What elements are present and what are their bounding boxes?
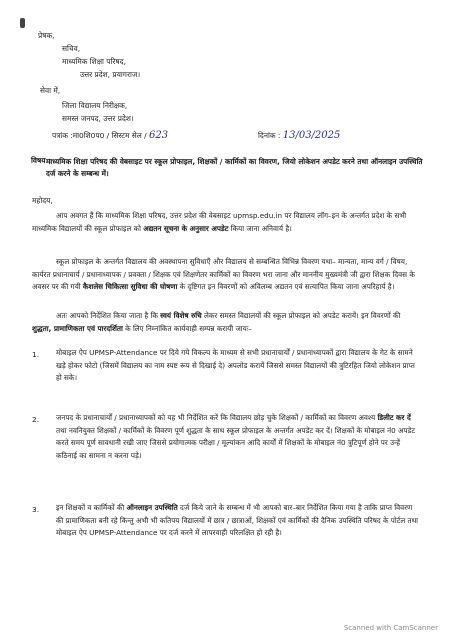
letter-number <box>52 131 168 140</box>
letter-date <box>258 131 340 140</box>
list-item-1-number: 1. <box>32 350 40 359</box>
recipient-line-1: जिला विद्यालय निरीक्षक, <box>62 101 128 110</box>
recipient-label: सेवा में, <box>40 86 61 95</box>
paragraph-1 <box>32 210 420 235</box>
letter-date-prefix: दिनांक : <box>258 131 281 140</box>
paragraph-3-text-c: लेकर समस्त विद्यालयों की स्कूल प्रोफाइल को अपडेट करायें। इन विवरणों की <box>201 311 401 320</box>
paragraph-3-bold-b: शुद्धता, प्रामाणिकता एवं पारदर्शिता <box>32 323 123 333</box>
list-item-2-text-c: तथा नवनियुक्त शिक्षकों / कार्मिकों के विवरण पूर्ण शुद्धता के साथ स्कूल प्रोफाइल के अन्तर्गत अपडेट कर दें। शिक्षकों के मोबाइल नं0 अपडेट करते समय पूर्ण सावधानी रखी जाए जिससे प्रयोगात्मक परीक्षा / मूल्यांकन आदि कार्यों में शिक्षकों के मोबाइल नं0 त्रुटिपूर्ण होने पर उन्हें कठिनाई का सामना न करना पड़े। <box>56 425 415 460</box>
list-item-3 <box>56 502 420 540</box>
letter-number-handwritten: 623 <box>148 130 169 141</box>
recipient-line-2: समस्त जनपद, उत्तर प्रदेश। <box>62 114 134 123</box>
sender-line-2: माध्यमिक शिक्षा परिषद, <box>62 57 126 66</box>
sender-label: प्रेषक, <box>38 31 55 40</box>
sender-line-3: उत्तर प्रदेश, प्रयागराज। <box>80 70 141 79</box>
list-item-3-text-c: दर्ज किये जाने के सम्बन्ध में भी आपको बार–बार निर्देशित किया गया है ताकि प्राप्त विवरण की प्रामाणिकता बनी रहे किन्तु अभी भी कतिपय विद्यालयों में छात्र / छात्राओं, शिक्षकों एवं कार्मिकों की दैनिक उपस्थिति परिषद के पोर्टल तथा मोबाइल ऐप UPMSP-Attendance पर दर्ज करने में लापरवाही परिलक्षित हो रही है। <box>56 503 419 538</box>
list-item-1-text: मोबाइल ऐप UPMSP-Attendance पर दिये गये विकल्प के माध्यम से सभी प्रधानाचार्यों / प्रधानाध्यापकों द्वारा विद्यालय के गेट के सामने खड़े होकर फोटो (जिसमें विद्यालय का नाम स्पष्ट रूप से दिखाई दे) अपलोड करायें जिससे समस्त विद्यालयों की त्रुटिरहित जियो लोकेशन प्राप्त हो सके। <box>56 348 415 383</box>
subject-text: माध्यमिक शिक्षा परिषद की वेबसाइट पर स्कूल प्रोफाइल, शिक्षकों / कार्मिकों का विवरण, जियो लोकेशन अपडेट करने तथा ऑनलाइन उपस्थिति दर्ज करने के सम्बन्ध में। <box>46 157 423 178</box>
paragraph-3-bold-a: स्वयं विशेष रुचि <box>160 311 202 320</box>
paragraph-3 <box>32 310 420 335</box>
list-item-2-number: 2. <box>32 415 40 424</box>
paragraph-1-bold: अद्यतन सूचना के अनुसार अपडेट <box>143 223 229 233</box>
salutation: महोदय, <box>32 196 53 205</box>
paragraph-3-text-a: अतः आपको निर्देशित किया जाता है कि <box>56 311 161 320</box>
paragraph-2-bold: कैशलेस चिकित्सा सुविधा की घोषणा <box>82 282 178 292</box>
subject-label: विषय : <box>31 156 52 165</box>
list-item-3-text-a: इन शिक्षकों व कार्मिकों की <box>56 503 127 512</box>
paragraph-3-text-e: के लिए निम्नांकित कार्यवाही सम्पन्न करायी जायः– <box>122 323 252 333</box>
list-item-2-text-a: जनपद के प्रधानाचार्यों / प्रधानाध्यापकों को यह भी निर्देशित करें कि विद्यालय छोड़ चुके शिक्षकों / कार्मिकों का विवरण अवश्य <box>56 413 378 422</box>
scan-corner-mark <box>20 18 25 28</box>
camscanner-watermark: Scanned with CamScanner <box>343 624 438 632</box>
list-item-3-number: 3. <box>32 505 40 514</box>
list-item-3-bold: ऑनलाइन उपस्थिति <box>126 503 178 512</box>
sender-line-1: सचिव, <box>62 44 81 53</box>
letter-date-handwritten: 13/03/2025 <box>282 130 341 141</box>
paragraph-1-text-a: आप अवगत हैं कि माध्यमिक शिक्षा परिषद, उत्तर प्रदेश की वेबसाइट upmsp.edu.in पर विद्यालय लॉग–इन के अन्तर्गत प्रदेश के सभी माध्यमिक विद्यालयों की स्कूल प्रोफाइल को <box>32 211 407 233</box>
list-item-1 <box>56 347 420 385</box>
list-item-2-bold: डिलीट कर दें <box>377 413 411 422</box>
list-item-2 <box>56 412 420 462</box>
paragraph-2-text-a: स्कूल प्रोफाइल के अन्तर्गत विद्यालय की अवस्थापना सुविधाएँ और विद्यालय से सम्बन्धित विभिन्न विवरण यथा– मान्यता, मान्य वर्ग / विषय, कार्यरत प्रधानाचार्य / प्रधानाध्यापक / प्रवक्ता / शिक्षक एवं शिक्षणेतर कार्मिकों का विवरण भरा जाना और माननीय मुख्यमंत्री जी द्वारा शिक्षक दिवस के अवसर पर की गयी <box>32 257 415 292</box>
paragraph-2-text-c: के दृष्टिगत इन विवरणों को अविलम्ब अद्यतन एवं सत्यापित किया जाना अपरिहार्य है। <box>177 282 395 292</box>
paragraph-2 <box>32 256 420 294</box>
letter-number-prefix: पत्रांक :मा0शि0प0 / सिस्टम सेल / <box>52 131 147 140</box>
paragraph-1-text-c: किया जाना अनिवार्य है। <box>228 223 292 233</box>
